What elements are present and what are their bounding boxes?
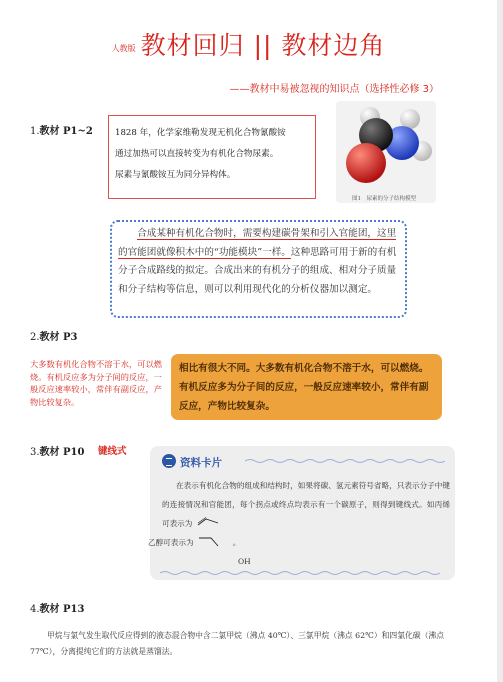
info-card [150, 446, 455, 580]
section-title: 教材 P13 [39, 604, 85, 615]
info-card-text-2: 乙醇可表示为 [148, 538, 194, 547]
paragraph-text: 这种思路可用于新的有机分子合成路线的拟定。合成出来的有机分子的组成、相对分子质量和分子结构等信息，则可以利用现代化的分析仪器加以测定。 [118, 246, 397, 295]
quote-line: 尿素与氰酸铵互为同分异构体。 [115, 170, 236, 180]
document-icon [162, 454, 176, 468]
section-title: 教材 P3 [39, 332, 78, 343]
section-number: 3. [30, 447, 40, 458]
section-1-quote-box [108, 115, 316, 199]
page-header [0, 26, 497, 62]
urea-model-image [340, 105, 432, 191]
section-3-heading [30, 443, 84, 458]
ethanol-skeletal-formula [198, 534, 228, 548]
section-2-heading [30, 328, 78, 343]
section-1-heading [30, 122, 93, 137]
section-1-dotted-paragraph [110, 220, 407, 318]
section-number: 1. [30, 126, 40, 137]
section-number: 2. [30, 332, 40, 343]
underlined-text: 合成某种有机化合物时，需要构建碳骨架和引入官能团，这里的官能团就像积木中的“功能模块”一样。 [118, 228, 397, 258]
section-4-text: 甲烷与氯气发生取代反应得到的液态混合物中含二氯甲烷（沸点 40℃）、三氯甲烷（沸点 62℃）和四氯化碳（沸点 77℃），分离提纯它们的方法就是蒸馏法。 [30, 631, 444, 656]
edition-badge: 人教版 [111, 44, 136, 53]
quote-line: 通过加热可以直接转变为有机化合物尿素。 [115, 149, 279, 159]
section-4-heading [30, 600, 84, 615]
info-card-text-3: 。 [232, 538, 241, 547]
propene-skeletal-formula [197, 517, 219, 527]
info-card-text: 在表示有机化合物的组成和结构时，如果将碳、氢元素符号省略，只表示分子中键的连接情况和官能团，每个拐点或终点均表示有一个碳原子，则得到键线式。如丙烯可表示为 [162, 481, 450, 528]
section-2-highlight-box: 相比有很大不同。大多数有机化合物不溶于水，可以燃烧。有机反应多为分子间的反应，一般反应速率较小，常伴有副反应，产物比较复杂。 [171, 354, 442, 420]
decorative-wave-bottom [160, 570, 445, 576]
section-2-side-note: 大多数有机化合物不溶于水，可以燃烧。有机反应多为分子间的反应，一般反应速率较小，常伴有副反应，产物比较复杂。 [30, 359, 162, 407]
quote-line: 1828 年，化学家维勒发现无机化合物氰酸铵 [115, 128, 286, 138]
section-title: 教材 P1~2 [39, 126, 93, 137]
oh-label: OH [238, 557, 251, 566]
info-card-body [148, 476, 450, 552]
section-number: 4. [30, 604, 40, 615]
decorative-wave [245, 458, 445, 464]
urea-molecule-figure [336, 101, 436, 203]
figure-caption: 图1 尿素的分子结构模型 [352, 196, 417, 202]
page-title: 教材回归 || 教材边角 [140, 31, 386, 60]
page-subtitle: ——教材中易被忽视的知识点（选择性必修 3） [229, 84, 439, 95]
info-card-title: 资料卡片 [180, 457, 222, 469]
info-card-header [162, 454, 222, 470]
section-title: 教材 P10 [39, 447, 85, 458]
section-3-tag: 键线式 [98, 446, 127, 457]
